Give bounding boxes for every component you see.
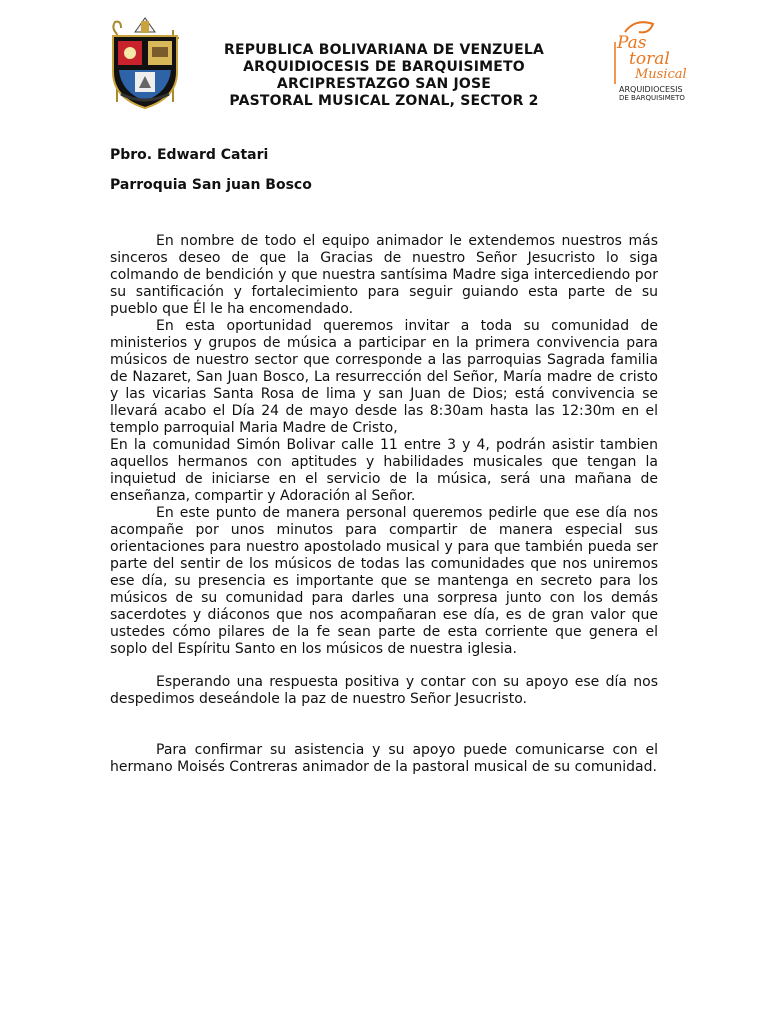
logo-brand-line-2: toral	[629, 49, 670, 69]
pastoral-musical-logo	[605, 12, 697, 104]
paragraph-request: En este punto de manera personal queremos pedirle que ese día nos acompañe por unos minutos para compartir de manera especial sus orientaciones para nuestro apostolado musical y para que también pueda ser parte del sentir de los músicos de todas las comunidades que nos uniremos ese día, su presencia es importante que se mantenga en secreto para los músicos de su comunidad para darles una sorpresa junto con los demás sacerdotes y diáconos que nos acompañaran ese día, es de gran valor que ustedes cómo pilares de la fe sean parte de esta corriente que genera el soplo del Espíritu Santo en los músicos de nuestra iglesia.	[110, 505, 658, 657]
header-line-3: ARCIPRESTAZGO SAN JOSE	[276, 76, 492, 92]
letterhead-text	[200, 42, 568, 110]
logo-sub-1: ARQUIDIOCESIS	[619, 85, 683, 94]
addressee-block	[110, 146, 670, 194]
paragraph-greeting: En nombre de todo el equipo animador le extendemos nuestros más sinceros deseo de que la Gracias de nuestro Señor Jesucristo lo siga colmando de bendición y que nuestra santísima Madre siga intercediendo por su santificación y fortalecimiento para seguir guiando esta parte de su pueblo que Él le ha encomendado.	[110, 233, 658, 317]
header-line-2: ARQUIDIOCESIS DE BARQUISIMETO	[243, 59, 525, 75]
header-line-1: REPUBLICA BOLIVARIANA DE VENZUELA	[223, 42, 545, 58]
coat-of-arms-icon	[95, 14, 195, 114]
paragraph-invitation: En esta oportunidad queremos invitar a toda su comunidad de ministerios y grupos de música a participar en la primera convivencia para músicos de nuestro sector que corresponde a las parroquias Sagrada familia de Nazaret, San Juan Bosco, La resurrección del Señor, María madre de cristo y las vicarias Santa Rosa de lima y san Juan de Dios; está convivencia se llevará acabo el Día 24 de mayo desde las 8:30am hasta las 12:30m en el templo parroquial Maria Madre de Cristo,	[110, 318, 658, 436]
paragraph-contact: Para confirmar su asistencia y su apoyo puede comunicarse con el hermano Moisés Contreras animador de la pastoral musical de su comunidad.	[110, 742, 658, 775]
addressee-parish: Parroquia San juan Bosco	[110, 177, 312, 193]
letter-body	[110, 233, 658, 776]
paragraph-location: En la comunidad Simón Bolivar calle 11 entre 3 y 4, podrán asistir tambien aquellos hermanos con aptitudes y habilidades musicales que tengan la inquietud de iniciarse en el servicio de la música, será una mañana de enseñanza, compartir y Adoración al Señor.	[110, 437, 658, 504]
logo-sub-2: DE BARQUISIMETO	[619, 94, 685, 102]
letterhead	[0, 0, 768, 120]
logo-brand-line-1: Pas	[617, 33, 647, 53]
logo-brand-line-3: Musical	[635, 67, 687, 82]
header-line-4: PASTORAL MUSICAL ZONAL, SECTOR 2	[229, 93, 539, 109]
addressee-name: Pbro. Edward Catari	[110, 147, 269, 163]
paragraph-closing: Esperando una respuesta positiva y contar con su apoyo ese día nos despedimos deseándole la paz de nuestro Señor Jesucristo.	[110, 674, 658, 707]
